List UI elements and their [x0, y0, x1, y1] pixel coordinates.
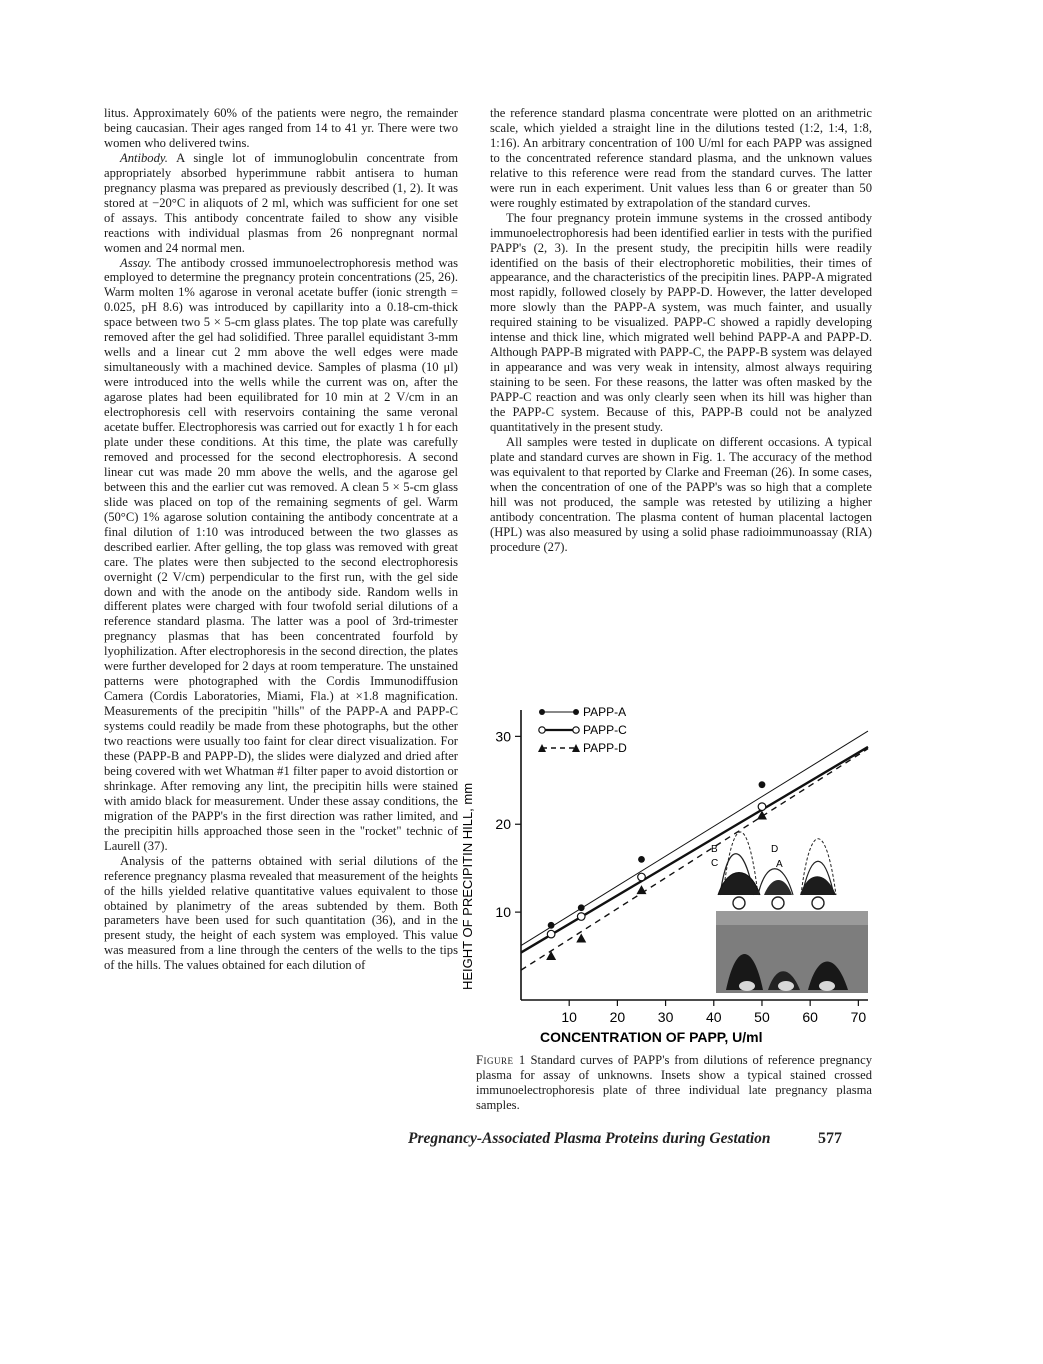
y-tick-label: 10 — [495, 904, 511, 921]
inset-hill-2 — [764, 880, 792, 895]
paragraph: Analysis of the patterns obtained with serial dilutions of the reference pregnancy plasma revealed that measurement of the heights of the hills yielded relative quantitative values equivalent to those obtained by planimetry of the areas subtended by them. Both parameters have been used for such quantitation (36), and in the present study, the height of each system was employed. This value was measured from a line through the centers of the wells to the tips of the hills. The values obtained for each dilution of — [104, 853, 458, 973]
inset-label-b: B — [711, 844, 718, 855]
inset-well — [772, 897, 784, 909]
figure-caption — [476, 1053, 872, 1113]
inset-well — [733, 897, 745, 909]
y-axis-label: HEIGHT OF PRECIPITIN HILL, mm — [460, 782, 475, 990]
legend-label-papp-c: PAPP-C — [583, 723, 627, 737]
point-papp-c — [547, 930, 555, 938]
inset-photo-well — [778, 981, 794, 991]
inset-label-d: D — [771, 844, 779, 855]
legend-label-papp-a: PAPP-A — [583, 705, 627, 719]
point-papp-c — [577, 913, 585, 921]
point-papp-a — [548, 922, 555, 929]
point-papp-c — [638, 873, 646, 881]
paragraph-text: The antibody crossed immunoelectrophoresis method was employed to determine the pregnancy protein concentrations (25, 26). Warm molten 1% agarose in veronal acetate buffer (ionic strength = 0.025, pH 8.6) was introduced by capillarity into a 0.18-cm-thick space between two 5 × 5-cm glass plates. The top plate was carefully removed after the gel had solidified. Three parallel equidistant 3-mm wells and a linear cut 2 mm above the well edges were made simultaneously with a machined device. Samples of plasma (10 μl) were introduced into the wells while the current was on, after the agarose plates had been equilibrated for 10 min at 2 V/cm in an electrophoresis cell with reservoirs containing the same veronal acetate buffer. Electrophoresis was carried out for exactly 1 h for each plate under these conditions. At this time, the plate was carefully removed and processed for the second electrophoresis. A second linear cut was made 20 mm above the wells, and the agarose gel between this and the earlier cut was removed. A clean 5 × 5-cm glass slide was placed on top of the remaining segments of gel. Warm (50°C) 1% agarose solution containing the antibody concentrate at a final dilution of 1:10 was introduced between the two glasses as described earlier. After gelling, the top glass was removed with great care. The plates were then subjected to the second electrophoresis overnight (2 V/cm) perpendicular to the first run, with the gel side down and with the anode on the antibody side. Random wells in different plates were charged with four twofold serial dilutions of a reference standard plasma. The latter was a pool of 3rd-trimester pregnancy plasmas that has been concentrated fourfold by lyophilization. After electrophoresis in the second direction, the plates were further developed for 2 days at room temperature. The unstained patterns were photographed with the Cordis Immunodiffusion Camera (Cordis Laboratories, Miami, Fla.) at ×1.8 magnification. Measurements of the precipitin "hills" of the PAPP-A and PAPP-C systems could readily be made from these photographs, but the other two reactions were usually too faint for clear direct visualization. For these (PAPP-B and PAPP-D), the slides were dialyzed and dried after being covered with wet Whatman #1 filter paper to avoid distortion or shrinkage. After removing any lint, the precipitin hills were stained with amido black for measurement. Under these assay conditions, the migration of the PAPP's in the first direction was rather limited, and the precipitin hills approached those seen in the "rocket" technic of Laurell (37). — [104, 255, 458, 853]
chart-legend — [538, 705, 627, 755]
x-axis-label: CONCENTRATION OF PAPP, U/ml — [540, 1029, 763, 1045]
standard-curves-chart — [458, 690, 878, 1050]
x-tick-label: 30 — [657, 1009, 674, 1025]
paragraph: the reference standard plasma concentrate were plotted on an arithmetric scale, which yielded a straight line in the dilutions tested (1:2, 1:4, 1:8, 1:16). An arbitrary concentration of 100 U/ml for each PAPP was assigned to the concentrated reference standard plasma, and the unknown values relative to this reference were read from the standard curves. The latter were run in each experiment. Unit values less than 6 or greater than 50 were roughly estimated by extrapolation of the standard curves. — [490, 106, 872, 210]
legend-marker-papp-a — [539, 709, 545, 715]
x-tick-label: 20 — [609, 1009, 626, 1025]
point-papp-d — [576, 933, 586, 942]
inset-label-c: C — [711, 858, 719, 869]
paragraph — [104, 151, 458, 256]
figure-label: Figure 1 — [476, 1053, 526, 1067]
legend-marker-papp-c — [539, 727, 545, 733]
inset-well — [812, 897, 824, 909]
figure-1 — [458, 690, 878, 1050]
y-tick-label: 20 — [495, 816, 511, 833]
inset-photo-well — [739, 981, 755, 991]
x-tick-label: 10 — [561, 1009, 577, 1025]
y-tick-label: 30 — [495, 728, 511, 745]
paragraph — [104, 256, 458, 854]
inset-photo — [716, 911, 868, 993]
inset-photo-well — [819, 981, 835, 991]
x-tick-label: 50 — [754, 1009, 770, 1025]
x-tick-label: 70 — [850, 1009, 867, 1025]
legend-marker-papp-a — [573, 709, 579, 715]
point-papp-a — [759, 781, 766, 788]
inset-photo-top-band — [716, 911, 868, 925]
running-title: Pregnancy-Associated Plasma Proteins during Gestation — [408, 1130, 771, 1147]
left-column — [104, 106, 458, 973]
point-papp-a — [578, 904, 585, 911]
point-papp-a — [638, 856, 645, 863]
legend-marker-papp-c — [573, 727, 579, 733]
paragraph: The four pregnancy protein immune systems in the crossed antibody immunoelectrophoresis had been identified earlier in tests with the purified PAPP's (2, 3). In the present study, the precipitin hills were readily identified on the basis of their electrophoretic mobilities, their times of appearance, and the characteristics of the precipitin lines. PAPP-A migrated most rapidly, followed closely by PAPP-D. However, the latter developed more slowly than the PAPP-A system, was much fainter, and usually required staining to be visualized. PAPP-C showed a rapidly developing intense and thick line, which migrated well behind PAPP-A and PAPP-D. Although PAPP-B migrated with PAPP-C, the PAPP-B system was delayed in appearance and was very weak in intensity, almost always requiring staining to be seen. For these reasons, the latter was often masked by the PAPP-C reaction and was only clearly seen when its hill was higher than the PAPP-C system. Because of this, PAPP-B could not be analyzed quantitatively in the present study. — [490, 210, 872, 435]
page-number: 577 — [818, 1130, 842, 1147]
paragraph: All samples were tested in duplicate on different occasions. A typical plate and standard curves are shown in Fig. 1. The accuracy of the method was equivalent to that reported by Clarke and Freeman (26). In some cases, when the concentration of one of the PAPP's was so high that a complete hill was not produced, the sample was retested by utilizing a higher antibody concentration. The plasma content of human placental lactogen (HPL) was also measured by using a solid phase radioimmunoassay (RIA) procedure (27). — [490, 434, 872, 554]
section-heading: Assay. — [120, 255, 152, 270]
point-papp-c — [758, 803, 766, 811]
paragraph-text: A single lot of immunoglobulin concentrate from appropriately absorbed hyperimmune rabbit antisera to human pregnancy plasma was prepared as previously described (1, 2). It was stored at −20°C in aliquots of 2 ml, which was sufficient for one set of assays. This antibody concentrate failed to show any visible reactions with individual plasmas from 26 nonpregnant normal women and 24 normal men. — [104, 150, 458, 255]
section-heading: Antibody. — [120, 150, 168, 165]
paragraph: litus. Approximately 60% of the patients were negro, the remainder being caucasian. Their ages ranged from 14 to 41 yr. There were two women who delivered twins. — [104, 106, 458, 150]
x-tick-label: 40 — [705, 1009, 722, 1025]
point-papp-d — [546, 951, 556, 960]
inset-schematic — [711, 832, 836, 909]
point-papp-d — [636, 885, 646, 894]
inset-hill-a — [718, 873, 760, 896]
inset-hill-3a — [800, 876, 836, 895]
right-column — [490, 106, 872, 555]
caption-text: Standard curves of PAPP's from dilutions of reference pregnancy plasma for assay of unknowns. Insets show a typical stained crossed immunoelectrophoresis plate of three individual late pregnancy plasma samples. — [476, 1053, 872, 1112]
legend-label-papp-d: PAPP-D — [583, 741, 627, 755]
inset-label-a: A — [776, 859, 783, 870]
x-tick-label: 60 — [802, 1009, 818, 1025]
